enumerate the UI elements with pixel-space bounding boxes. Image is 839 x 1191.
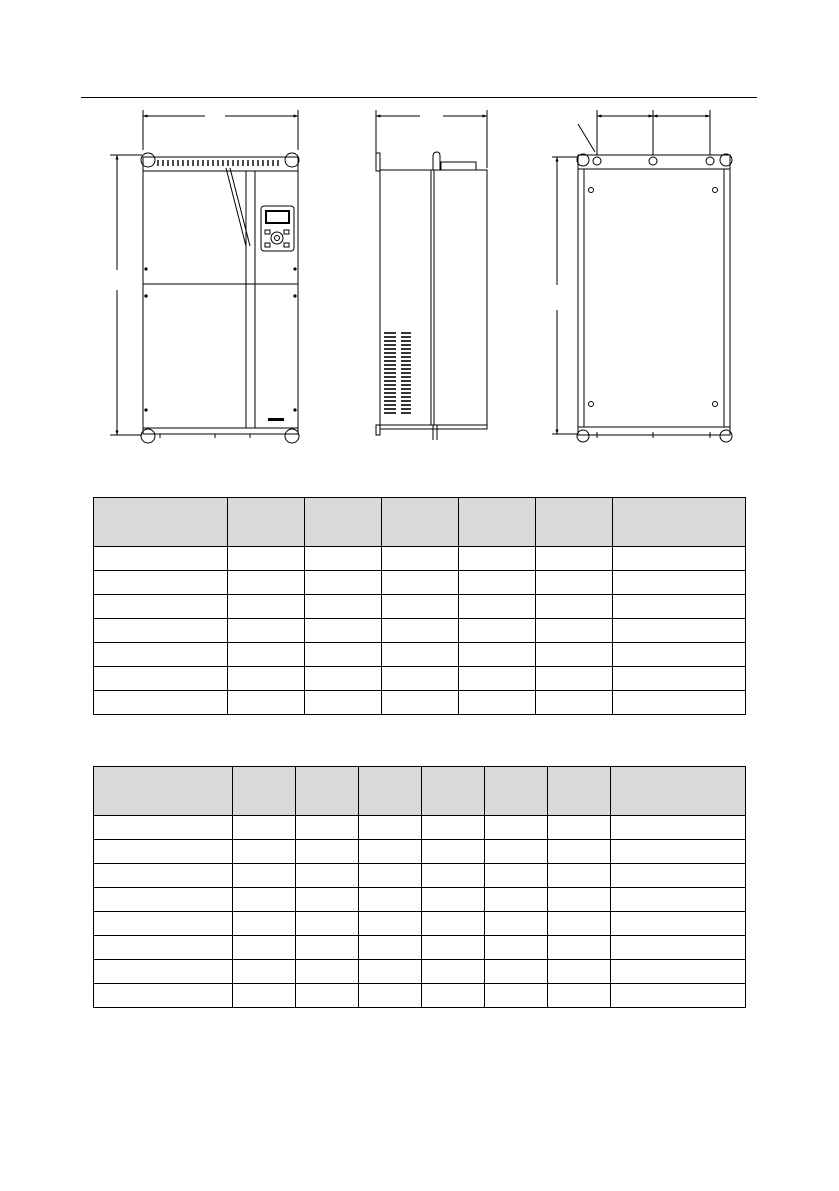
table-header-row: [94, 767, 746, 816]
table-cell: [611, 936, 746, 960]
table-cell: [228, 643, 305, 667]
table-cell: [459, 571, 536, 595]
table-cell: [382, 691, 459, 715]
table-cell: [422, 960, 485, 984]
table-cell: [305, 667, 382, 691]
table-cell: [485, 960, 548, 984]
table-cell: [611, 912, 746, 936]
table-cell: [613, 691, 746, 715]
table-cell: [613, 619, 746, 643]
header-cell: [94, 767, 233, 816]
table-cell: [422, 984, 485, 1008]
table-cell: [536, 595, 613, 619]
table-cell: [536, 547, 613, 571]
table-cell: [94, 547, 228, 571]
table-cell: [305, 619, 382, 643]
header-cell: [613, 498, 746, 547]
table-cell: [233, 816, 296, 840]
table-row: [94, 691, 746, 715]
header-cell: [485, 767, 548, 816]
table-cell: [536, 691, 613, 715]
table-cell: [94, 936, 233, 960]
table-cell: [94, 667, 228, 691]
table-cell: [94, 960, 233, 984]
table-cell: [611, 840, 746, 864]
table-cell: [382, 571, 459, 595]
table-cell: [459, 619, 536, 643]
table-cell: [536, 619, 613, 643]
table-cell: [296, 816, 359, 840]
table-cell: [611, 816, 746, 840]
dimension-drawing: [0, 100, 839, 470]
table-cell: [485, 984, 548, 1008]
table-cell: [422, 840, 485, 864]
table-cell: [94, 571, 228, 595]
table-cell: [611, 960, 746, 984]
table-cell: [296, 864, 359, 888]
table-cell: [485, 912, 548, 936]
table-cell: [382, 595, 459, 619]
table-cell: [228, 571, 305, 595]
table-row: [94, 888, 746, 912]
table-cell: [613, 547, 746, 571]
table-cell: [228, 667, 305, 691]
table-cell: [228, 619, 305, 643]
dimension-table-1: [93, 497, 746, 715]
table-cell: [94, 619, 228, 643]
front-view: [110, 110, 299, 443]
table-cell: [422, 864, 485, 888]
table-row: [94, 619, 746, 643]
table-cell: [233, 912, 296, 936]
table-cell: [613, 571, 746, 595]
table-row: [94, 547, 746, 571]
header-cell: [536, 498, 613, 547]
table-cell: [459, 667, 536, 691]
side-view: [376, 110, 487, 440]
mounting-view: [552, 110, 732, 442]
table-row: [94, 912, 746, 936]
table-cell: [228, 547, 305, 571]
table-cell: [94, 912, 233, 936]
table-cell: [536, 643, 613, 667]
table-cell: [459, 595, 536, 619]
table-cell: [422, 912, 485, 936]
table-cell: [296, 936, 359, 960]
header-cell: [228, 498, 305, 547]
table-cell: [613, 643, 746, 667]
table-cell: [422, 936, 485, 960]
table-cell: [228, 691, 305, 715]
table-cell: [459, 547, 536, 571]
table-cell: [94, 643, 228, 667]
table-cell: [485, 864, 548, 888]
table-cell: [94, 888, 233, 912]
dimension-table-2: [93, 766, 746, 1008]
table-cell: [296, 840, 359, 864]
table-cell: [485, 888, 548, 912]
table-row: [94, 840, 746, 864]
table-cell: [233, 936, 296, 960]
table-cell: [548, 816, 611, 840]
table-cell: [485, 936, 548, 960]
table-cell: [305, 691, 382, 715]
header-cell: [548, 767, 611, 816]
table-cell: [611, 984, 746, 1008]
table-cell: [613, 595, 746, 619]
table-cell: [233, 888, 296, 912]
table-cell: [359, 936, 422, 960]
table-cell: [459, 643, 536, 667]
table-cell: [233, 984, 296, 1008]
table-cell: [305, 595, 382, 619]
table-cell: [233, 960, 296, 984]
table-cell: [94, 984, 233, 1008]
table-cell: [611, 888, 746, 912]
header-cell: [94, 498, 228, 547]
header-cell: [422, 767, 485, 816]
table-cell: [548, 864, 611, 888]
table-cell: [459, 691, 536, 715]
header-cell: [382, 498, 459, 547]
table-cell: [382, 667, 459, 691]
table-cell: [359, 840, 422, 864]
table-row: [94, 667, 746, 691]
table-cell: [485, 840, 548, 864]
table-cell: [548, 912, 611, 936]
table-cell: [548, 984, 611, 1008]
table-cell: [422, 816, 485, 840]
table-header-row: [94, 498, 746, 547]
header-cell: [305, 498, 382, 547]
table-cell: [613, 667, 746, 691]
table-cell: [359, 816, 422, 840]
table-cell: [382, 643, 459, 667]
table-cell: [548, 936, 611, 960]
header-rule: [81, 97, 757, 98]
table-cell: [233, 864, 296, 888]
table-row: [94, 571, 746, 595]
table-cell: [94, 864, 233, 888]
table-cell: [422, 888, 485, 912]
table-cell: [305, 571, 382, 595]
table-cell: [359, 888, 422, 912]
table-cell: [548, 840, 611, 864]
table-cell: [94, 840, 233, 864]
table-cell: [296, 984, 359, 1008]
table-cell: [305, 643, 382, 667]
table-cell: [296, 912, 359, 936]
header-cell: [611, 767, 746, 816]
header-cell: [359, 767, 422, 816]
table-row: [94, 960, 746, 984]
header-cell: [233, 767, 296, 816]
table-cell: [233, 840, 296, 864]
table-cell: [548, 960, 611, 984]
table-cell: [359, 984, 422, 1008]
table-cell: [485, 816, 548, 840]
table-cell: [359, 864, 422, 888]
header-cell: [296, 767, 359, 816]
table-cell: [296, 960, 359, 984]
table-cell: [382, 619, 459, 643]
table-row: [94, 864, 746, 888]
table-row: [94, 643, 746, 667]
table-cell: [228, 595, 305, 619]
table-cell: [94, 595, 228, 619]
table-cell: [536, 667, 613, 691]
table-cell: [94, 816, 233, 840]
table-cell: [536, 571, 613, 595]
table-cell: [94, 691, 228, 715]
table-cell: [296, 888, 359, 912]
table-cell: [359, 960, 422, 984]
table-row: [94, 595, 746, 619]
table-row: [94, 816, 746, 840]
table-cell: [548, 888, 611, 912]
header-cell: [459, 498, 536, 547]
table-cell: [305, 547, 382, 571]
table-row: [94, 936, 746, 960]
table-row: [94, 984, 746, 1008]
table-cell: [382, 547, 459, 571]
table-cell: [359, 912, 422, 936]
table-cell: [611, 864, 746, 888]
